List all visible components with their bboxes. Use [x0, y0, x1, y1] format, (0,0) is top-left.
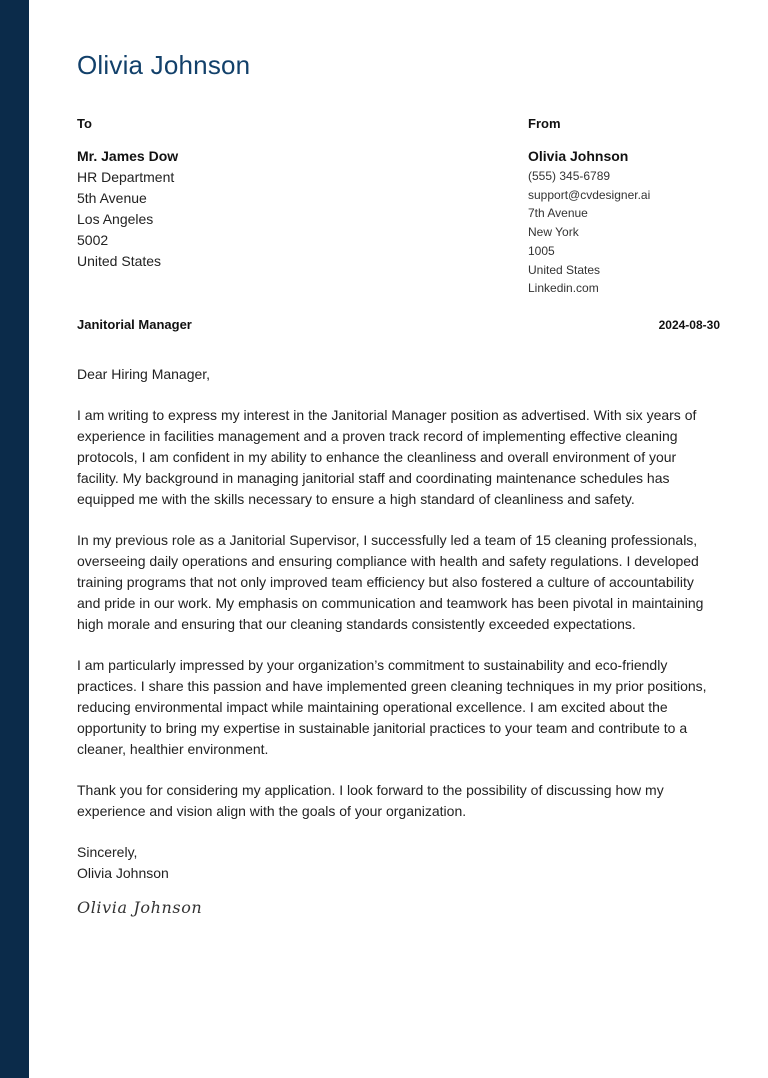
body-paragraph-1: I am writing to express my interest in the Janitorial Manager position as advertised. With six years of experience in facilities management and a proven track record of implementing effective cleaning protocols, I am confident in my ability to enhance the cleanliness and overall environment of your facility. My background in managing janitorial staff and coordinating maintenance schedules has equipped me with the skills necessary to ensure a high standard of cleanliness and safety.: [77, 407, 697, 507]
sender-phone: (555) 345-6789: [528, 169, 611, 183]
sender-email: support@cvdesigner.ai: [528, 187, 651, 202]
salutation: Dear Hiring Manager,: [77, 366, 211, 382]
subject-row: [77, 317, 720, 332]
letter-body: [77, 364, 720, 884]
sender-postal-code: 1005: [528, 243, 555, 258]
recipient-block: [77, 116, 377, 272]
handwritten-signature: Olivia Johnson: [77, 898, 203, 917]
body-paragraph-2: In my previous role as a Janitorial Supervisor, I successfully led a team of 15 cleaning professionals, overseeing daily operations and ensuring compliance with health and safety regulations. I developed training programs that not only improved team efficiency but also fostered a culture of accountability and pride in our work. My emphasis on communication and teamwork has been pivotal in maintaining high morale and ensuring that our cleaning standards consistently exceeded expectations.: [77, 532, 704, 632]
closing: Sincerely,: [77, 844, 138, 860]
sender-city: New York: [528, 225, 579, 240]
left-accent-bar: [0, 0, 29, 1078]
sender-name: Olivia Johnson: [528, 148, 629, 164]
job-title: Janitorial Manager: [77, 317, 192, 332]
applicant-name-heading: Olivia Johnson: [77, 50, 251, 80]
body-paragraph-4: Thank you for considering my application. I look forward to the possibility of discussing how my experience and vision align with the goals of your organization.: [77, 782, 664, 819]
recipient-name: Mr. James Dow: [77, 148, 179, 164]
closing-name: Olivia Johnson: [77, 865, 169, 881]
to-label: To: [77, 116, 92, 131]
sender-street: 7th Avenue: [528, 206, 588, 221]
recipient-street: 5th Avenue: [77, 190, 147, 206]
recipient-department: HR Department: [77, 169, 175, 185]
sender-linkedin: Linkedin.com: [528, 281, 599, 296]
recipient-postal-code: 5002: [77, 232, 109, 248]
sender-block: [528, 116, 728, 298]
recipient-city: Los Angeles: [77, 211, 154, 227]
from-label: From: [528, 116, 561, 131]
letter-date: 2024-08-30: [658, 317, 720, 332]
recipient-country: United States: [77, 253, 162, 269]
body-paragraph-3: I am particularly impressed by your organization’s commitment to sustainability and eco-friendly practices. I share this passion and have implemented green cleaning techniques in my prior positions, reducing environmental impact while maintaining operational excellence. I am excited about the opportunity to bring my expertise in sustainable janitorial practices to your team and contribute to a cleaner, healthier environment.: [77, 657, 707, 757]
sender-country: United States: [528, 262, 601, 277]
